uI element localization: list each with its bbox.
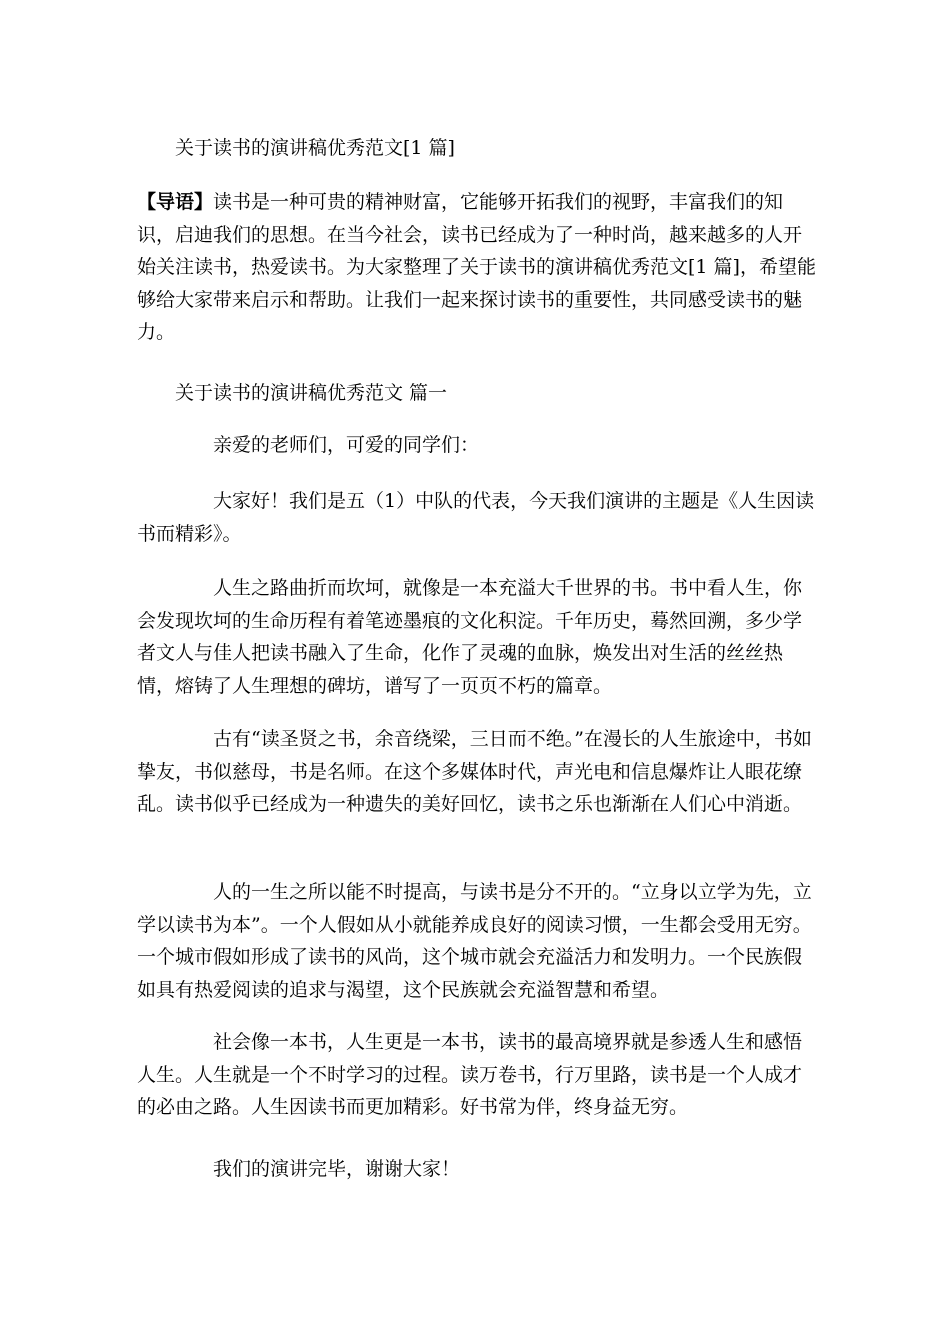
intro-label: 【导语】 xyxy=(137,191,214,213)
paragraph-greeting: 大家好！我们是五（1）中队的代表，今天我们演讲的主题是《人生因读书而精彩》。 xyxy=(137,490,815,545)
paragraph-society-book: 社会像一本书，人生更是一本书，读书的最高境界就是参透人生和感悟人生。人生就是一个不时学习的过程。读万卷书，行万里路，读书是一个人成才的必由之路。人生因读书而更加精彩。好书常为伴，终身益无穷。 xyxy=(137,1031,803,1118)
intro-paragraph xyxy=(137,186,817,349)
paragraph-lifelong-learning: 人的一生之所以能不时提高，与读书是分不开的。“立身以立学为先，立学以读书为本”。一个人假如从小就能养成良好的阅读习惯，一生都会受用无穷。一个城市假如形成了读书的风尚，这个城市就会充溢活力和发明力。一个民族假如具有热爱阅读的追求与渴望，这个民族就会充溢智慧和希望。 xyxy=(137,881,812,1001)
section-title: 关于读书的演讲稿优秀范文 篇一 xyxy=(175,382,448,404)
salutation: 亲爱的老师们，可爱的同学们： xyxy=(213,434,480,456)
paragraph-ancient-saying: 古有“读圣贤之书，余音绕梁，三日而不绝。”在漫长的人生旅途中，书如挚友，书似慈母，书是名师。在这个多媒体时代，声光电和信息爆炸让人眼花缭乱。读书似乎已经成为一种遗失的美好回忆，读书之乐也渐渐在人们心中消逝。 xyxy=(137,728,812,815)
intro-text: 读书是一种可贵的精神财富，它能够开拓我们的视野，丰富我们的知识，启迪我们的思想。在当今社会，读书已经成为了一种时尚，越来越多的人开始关注读书，热爱读书。为大家整理了关于读书的演讲稿优秀范文[1 篇]，希望能够给大家带来启示和帮助。让我们一起来探讨读书的重要性，共同感受读书的魅力。 xyxy=(137,191,816,343)
closing-remark: 我们的演讲完毕，谢谢大家！ xyxy=(213,1158,461,1180)
document-title: 关于读书的演讲稿优秀范文[1 篇] xyxy=(175,137,455,159)
paragraph-life-path: 人生之路曲折而坎坷，就像是一本充溢大千世界的书。书中看人生，你会发现坎坷的生命历程有着笔迹墨痕的文化积淀。千年历史，蓦然回溯，多少学者文人与佳人把读书融入了生命，化作了灵魂的血脉，焕发出对生活的丝丝热情，熔铸了人生理想的碑坊，谱写了一页页不朽的篇章。 xyxy=(137,577,803,697)
